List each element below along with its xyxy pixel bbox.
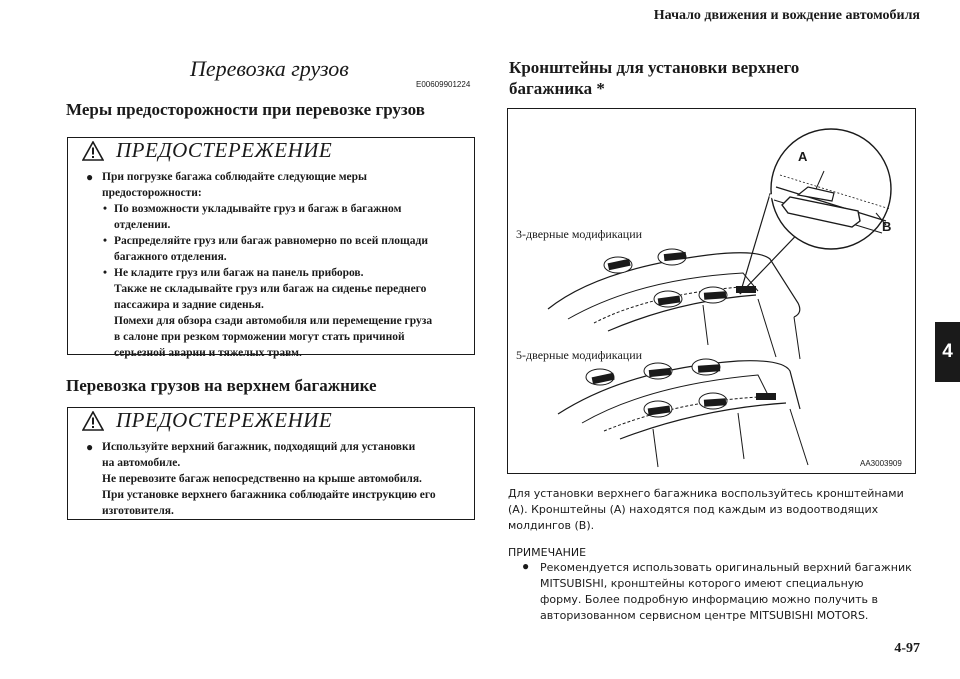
warning-line: пассажира и задние сиденья. xyxy=(114,299,264,311)
label-a: A xyxy=(798,149,808,164)
warning-line: в салоне при резком торможении могут стать причиной xyxy=(114,331,405,343)
warning-line: Используйте верхний багажник, подходящий для установки xyxy=(102,441,416,453)
warning-line: По возможности укладывайте груз и багаж в багажном xyxy=(114,203,402,215)
body-paragraph xyxy=(508,486,904,534)
caption-5door: 5-дверные модификации xyxy=(516,348,643,362)
sub-bullet-icon: • xyxy=(103,267,108,279)
warning-label: ПРЕДОСТЕРЕЖЕНИЕ xyxy=(116,408,333,432)
heading-brackets-line2: багажника * xyxy=(509,79,605,98)
body-line: Для установки верхнего багажника воспользуйтесь кронштейнами xyxy=(508,487,904,500)
warning-line: При погрузке багажа соблюдайте следующие меры xyxy=(102,171,368,183)
warning-line: Не кладите груз или багаж на панель приборов. xyxy=(114,267,364,279)
roof-bracket-figure xyxy=(507,108,916,474)
warning-label: ПРЕДОСТЕРЕЖЕНИЕ xyxy=(116,138,333,162)
label-b: B xyxy=(882,219,892,234)
warning-line: на автомобиле. xyxy=(102,457,181,469)
note-line: авторизованном сервисном центре MITSUBISHI MOTORS. xyxy=(540,609,869,622)
warning-box-1 xyxy=(67,137,475,359)
warning-line: Помехи для обзора сзади автомобиля или перемещение груза xyxy=(114,315,433,327)
body-line: (A). Кронштейны (A) находятся под каждым из водоотводящих xyxy=(508,503,879,516)
note-line: MITSUBISHI, кронштейны которого имеют специальную xyxy=(540,577,864,590)
warning-line: багажного отделения. xyxy=(114,251,227,263)
sub-bullet-icon: • xyxy=(103,203,108,215)
warning-header xyxy=(68,408,474,434)
warning-line: изготовителя. xyxy=(102,505,174,517)
bullet-icon: ● xyxy=(86,170,94,184)
warning-triangle-icon xyxy=(82,411,104,431)
body-line: молдингов (B). xyxy=(508,519,595,532)
section-title: Перевозка грузов xyxy=(190,56,349,81)
note-line: форму. Более подробную информацию можно получить в xyxy=(540,593,878,606)
warning-header xyxy=(68,138,474,164)
bullet-icon: ● xyxy=(86,440,94,454)
sub-bullet-icon: • xyxy=(103,235,108,247)
bullet-icon: ● xyxy=(522,559,530,573)
warning-line: Не перевозите багаж непосредственно на крыше автомобиля. xyxy=(102,473,422,485)
note-body xyxy=(540,560,912,624)
warning-line: Распределяйте груз или багаж равномерно по всей площади xyxy=(114,235,428,247)
page-number: 4-97 xyxy=(894,641,920,656)
section-code: E00609901224 xyxy=(416,80,471,89)
figure-code: AA3003909 xyxy=(860,459,902,468)
roof-illustration xyxy=(508,109,915,473)
warning-line: отделении. xyxy=(114,219,171,231)
warning-triangle-icon xyxy=(82,141,104,161)
chapter-tab: 4 xyxy=(935,322,960,382)
warning-line: серьезной аварии и тяжелых травм. xyxy=(114,347,302,359)
note-label: ПРИМЕЧАНИЕ xyxy=(508,546,587,559)
warning-line: При установке верхнего багажника соблюдайте инструкцию его xyxy=(102,489,436,501)
warning-line: Также не складывайте груз или багаж на сиденье переднего xyxy=(114,283,427,295)
heading-precautions: Меры предосторожности при перевозке грузов xyxy=(66,100,425,119)
heading-roof-rack: Перевозка грузов на верхнем багажнике xyxy=(66,376,377,395)
warning-box-2 xyxy=(67,407,475,520)
warning-line: предосторожности: xyxy=(102,187,202,199)
caption-3door: 3-дверные модификации xyxy=(516,227,643,241)
heading-brackets-line1: Кронштейны для установки верхнего xyxy=(509,58,800,77)
running-header: Начало движения и вождение автомобиля xyxy=(653,8,920,23)
note-line: Рекомендуется использовать оригинальный верхний багажник xyxy=(540,561,912,574)
